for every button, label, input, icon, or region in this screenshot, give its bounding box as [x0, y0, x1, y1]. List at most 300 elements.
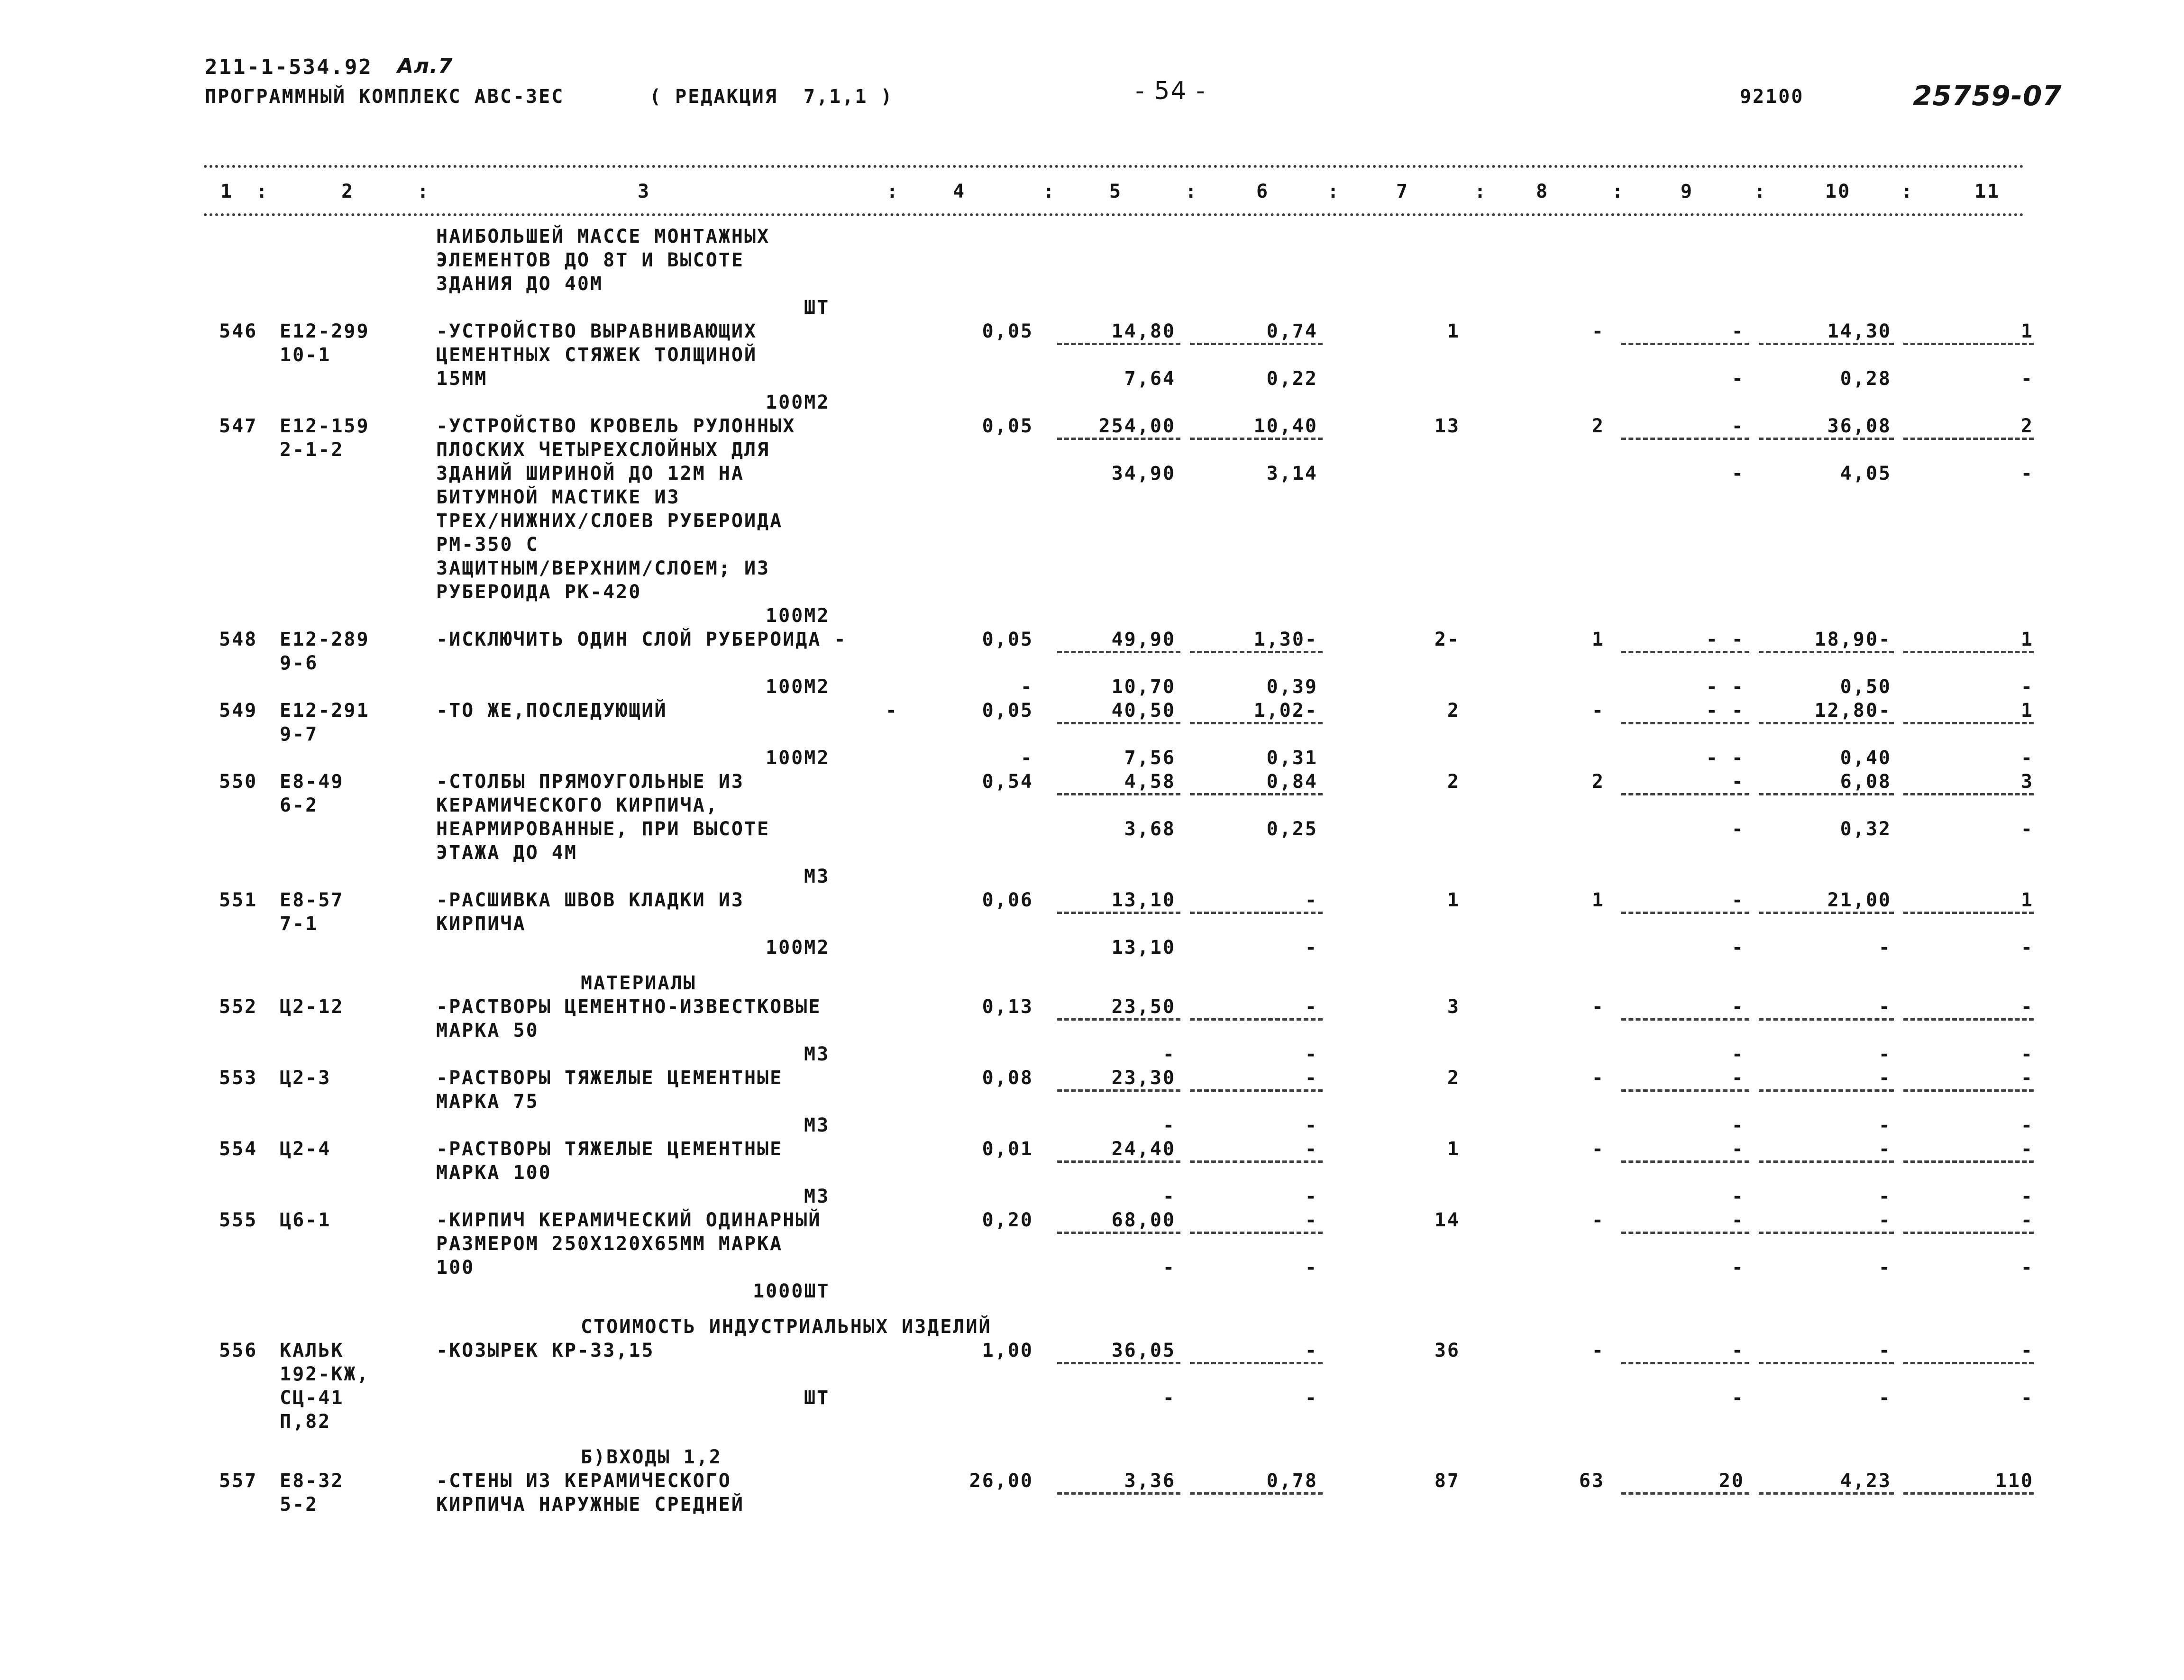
value-c10: 14,30: [1827, 320, 1892, 342]
subtotal-dash: [1759, 1089, 1894, 1092]
price-code: Е8-32: [280, 1470, 344, 1492]
subtotal-dash: [1903, 438, 2034, 440]
work-description: 100: [436, 1257, 475, 1278]
value-c6-lower: -: [1305, 1186, 1318, 1207]
value-c11-lower: -: [2020, 1186, 2034, 1207]
subtotal-dash: [1057, 1492, 1180, 1495]
value-c11-lower: -: [2020, 1043, 2034, 1065]
work-description: КИРПИЧА НАРУЖНЫЕ СРЕДНЕЙ: [436, 1494, 744, 1516]
section-heading: МАТЕРИАЛЫ: [581, 972, 696, 994]
column-separator: :: [1474, 181, 1488, 202]
work-description: ПЛОСКИХ ЧЕТЫРЕХСЛОЙНЫХ ДЛЯ: [436, 439, 770, 461]
unit-of-measure: 100М2: [766, 937, 830, 959]
value-c10: 18,90-: [1814, 629, 1892, 650]
column-header-9: 9: [1681, 181, 1694, 202]
value-c7: 2: [1447, 1067, 1460, 1089]
subtotal-dash: [1621, 793, 1749, 795]
work-description: 15ММ: [436, 368, 488, 390]
value-c4: 0,13: [982, 996, 1033, 1018]
value-c6-lower: -: [1305, 1043, 1318, 1065]
column-separator: :: [1612, 181, 1625, 202]
column-separator: :: [886, 181, 900, 202]
work-description: ЗДАНИЙ ШИРИНОЙ ДО 12М НА: [436, 463, 744, 484]
value-c6: 0,74: [1266, 320, 1318, 342]
value-c5-lower: 3,68: [1124, 818, 1176, 840]
value-c5-lower: 7,64: [1124, 368, 1176, 390]
work-description: ЭТАЖА ДО 4М: [436, 842, 577, 864]
value-c9-lower: - -: [1706, 676, 1745, 698]
subtotal-dash: [1759, 1018, 1894, 1021]
subtotal-dash: [1190, 1232, 1323, 1234]
value-c11: -: [2020, 1138, 2034, 1160]
value-c10: 6,08: [1840, 771, 1892, 793]
value-c5-lower: -: [1162, 1387, 1176, 1409]
work-description: -СТОЛБЫ ПРЯМОУГОЛЬНЫЕ ИЗ: [436, 771, 744, 793]
header-rule-top: [204, 165, 2024, 168]
item-number: 553: [219, 1067, 258, 1089]
work-description: БИТУМНОЙ МАСТИКЕ ИЗ: [436, 486, 680, 508]
subtotal-dash: [1190, 438, 1323, 440]
value-c6-lower: -: [1305, 1257, 1318, 1278]
value-c5: 24,40: [1111, 1138, 1176, 1160]
work-description: -РАСШИВКА ШВОВ КЛАДКИ ИЗ: [436, 889, 744, 911]
value-c4: 0,05: [982, 415, 1033, 437]
value-c9: -: [1731, 320, 1745, 342]
value-c11: 3: [2020, 771, 2034, 793]
value-c10-lower: 0,32: [1840, 818, 1892, 840]
value-c5: 36,05: [1111, 1340, 1176, 1361]
work-description: ЦЕМЕНТНЫХ СТЯЖЕК ТОЛЩИНОЙ: [436, 344, 758, 366]
value-c10: -: [1878, 996, 1892, 1018]
price-code: 10-1: [280, 344, 331, 366]
value-c6: -: [1305, 1138, 1318, 1160]
price-code: 9-7: [280, 723, 319, 745]
value-c10-lower: -: [1878, 937, 1892, 959]
column-separator: :: [417, 181, 430, 202]
work-description: МАРКА 50: [436, 1020, 539, 1041]
value-c5: 68,00: [1111, 1209, 1176, 1231]
value-c6-lower: 0,31: [1266, 747, 1318, 769]
value-c11-lower: -: [2020, 676, 2034, 698]
value-c10-lower: 4,05: [1840, 463, 1892, 484]
item-number: 549: [219, 700, 258, 721]
program-edition: ( РЕДАКЦИЯ 7,1,1 ): [649, 86, 894, 108]
value-c5-lower: 10,70: [1111, 676, 1176, 698]
work-description: МАРКА 75: [436, 1091, 539, 1113]
value-c6-lower: 3,14: [1266, 463, 1318, 484]
subtotal-dash: [1190, 1018, 1323, 1021]
subtotal-dash: [1057, 651, 1180, 653]
subtotal-dash: [1057, 1362, 1180, 1364]
work-description: КЕРАМИЧЕСКОГО КИРПИЧА,: [436, 794, 719, 816]
value-c6: 0,78: [1266, 1470, 1318, 1492]
value-c11-lower: -: [2020, 463, 2034, 484]
subtotal-dash: [1621, 1232, 1749, 1234]
work-description: КИРПИЧА: [436, 913, 526, 935]
value-c5: 14,80: [1111, 320, 1176, 342]
price-code: Е12-159: [280, 415, 370, 437]
value-c5: 23,50: [1111, 996, 1176, 1018]
section-heading: Б)ВХОДЫ 1,2: [581, 1446, 722, 1468]
column-separator: :: [256, 181, 269, 202]
value-c4: 0,06: [982, 889, 1033, 911]
value-c8: -: [1591, 1340, 1605, 1361]
value-c10-lower: -: [1878, 1186, 1892, 1207]
subtotal-dash: [1190, 1160, 1323, 1163]
subtotal-dash: [1903, 1492, 2034, 1495]
value-c9-lower: - -: [1706, 747, 1745, 769]
value-c7: 1: [1447, 320, 1460, 342]
value-c8: -: [1591, 1067, 1605, 1089]
unit-of-measure: М3: [804, 1186, 830, 1207]
price-code: СЦ-41: [280, 1387, 344, 1409]
value-c8: -: [1591, 996, 1605, 1018]
value-c11: 110: [1995, 1470, 2034, 1492]
value-c11: 1: [2020, 629, 2034, 650]
value-c9: -: [1731, 889, 1745, 911]
value-c10: -: [1878, 1138, 1892, 1160]
subtotal-dash: [1759, 1232, 1894, 1234]
work-description: РУБЕРОИДА РК-420: [436, 581, 642, 603]
value-c5: 13,10: [1111, 889, 1176, 911]
work-description: -УСТРОЙСТВО ВЫРАВНИВАЮЩИХ: [436, 320, 758, 342]
price-code: 6-2: [280, 794, 319, 816]
subtotal-dash: [1057, 343, 1180, 345]
subtotal-dash: [1621, 1160, 1749, 1163]
value-c6-lower: 0,22: [1266, 368, 1318, 390]
subtotal-dash: [1759, 722, 1894, 724]
subtotal-dash: [1759, 1492, 1894, 1495]
unit-of-measure: ШТ: [804, 297, 830, 319]
value-c7: 2: [1447, 700, 1460, 721]
value-c4: 0,54: [982, 771, 1033, 793]
subtotal-dash: [1759, 651, 1894, 653]
subtotal-dash: [1621, 1089, 1749, 1092]
value-c9-lower: -: [1731, 1186, 1745, 1207]
price-code: КАЛЬК: [280, 1340, 344, 1361]
value-c6: 1,02-: [1253, 700, 1318, 721]
price-code: Е12-291: [280, 700, 370, 721]
value-c10-lower: 0,50: [1840, 676, 1892, 698]
subtotal-dash: [1190, 343, 1323, 345]
column-header-7: 7: [1396, 181, 1409, 202]
item-number: 551: [219, 889, 258, 911]
value-c6: -: [1305, 1340, 1318, 1361]
value-c11-lower: -: [2020, 1387, 2034, 1409]
item-number: 557: [219, 1470, 258, 1492]
work-description: НАИБОЛЬШЕЙ МАССЕ МОНТАЖНЫХ: [436, 226, 770, 247]
value-c8: 2: [1591, 415, 1605, 437]
unit-of-measure: М3: [804, 1043, 830, 1065]
value-c6: -: [1305, 1067, 1318, 1089]
work-description: ЭЛЕМЕНТОВ ДО 8Т И ВЫСОТЕ: [436, 249, 744, 271]
work-description: -РАСТВОРЫ ТЯЖЕЛЫЕ ЦЕМЕНТНЫЕ: [436, 1067, 783, 1089]
work-description: -КИРПИЧ КЕРАМИЧЕСКИЙ ОДИНАРНЫЙ: [436, 1209, 822, 1231]
value-c6-lower: 0,25: [1266, 818, 1318, 840]
column-header-11: 11: [1974, 181, 2001, 202]
item-number: 556: [219, 1340, 258, 1361]
value-c6: 10,40: [1253, 415, 1318, 437]
work-description: ТРЕХ/НИЖНИХ/СЛОЕВ РУБЕРОИДА: [436, 510, 783, 532]
work-description: ЗДАНИЯ ДО 40М: [436, 273, 603, 295]
value-c5-lower: -: [1162, 1186, 1176, 1207]
subtotal-dash: [1621, 651, 1749, 653]
price-code: 192-КЖ,: [280, 1363, 370, 1385]
section-heading: СТОИМОСТЬ ИНДУСТРИАЛЬНЫХ ИЗДЕЛИЙ: [581, 1316, 992, 1338]
item-number: 550: [219, 771, 258, 793]
value-c8: 1: [1591, 629, 1605, 650]
item-number: 552: [219, 996, 258, 1018]
work-description: РМ-350 С: [436, 534, 539, 556]
work-description: -СТЕНЫ ИЗ КЕРАМИЧЕСКОГО: [436, 1470, 731, 1492]
value-c6-lower: 0,39: [1266, 676, 1318, 698]
value-c10-lower: 0,40: [1840, 747, 1892, 769]
column-separator: :: [1043, 181, 1056, 202]
page-number: - 54 -: [1135, 77, 1206, 105]
work-description: МАРКА 100: [436, 1162, 552, 1184]
subtotal-dash: [1057, 1018, 1180, 1021]
subtotal-dash: [1621, 912, 1749, 914]
subtotal-dash: [1190, 912, 1323, 914]
price-code: Е8-57: [280, 889, 344, 911]
value-c9: - -: [1706, 629, 1745, 650]
value-c5-lower: 13,10: [1111, 937, 1176, 959]
value-c4: 0,20: [982, 1209, 1033, 1231]
value-c7: 13: [1434, 415, 1460, 437]
value-c6: -: [1305, 996, 1318, 1018]
value-c9-lower: -: [1731, 1114, 1745, 1136]
column-separator: :: [1327, 181, 1341, 202]
subtotal-dash: [1057, 912, 1180, 914]
value-c7: 14: [1434, 1209, 1460, 1231]
value-c11-lower: -: [2020, 1114, 2034, 1136]
value-c9-lower: -: [1731, 463, 1745, 484]
value-c10: 21,00: [1827, 889, 1892, 911]
value-c9: -: [1731, 1340, 1745, 1361]
column-separator: :: [1901, 181, 1914, 202]
subtotal-dash: [1903, 1089, 2034, 1092]
price-code: Е12-289: [280, 629, 370, 650]
value-c8: -: [1591, 320, 1605, 342]
value-c5: 49,90: [1111, 629, 1176, 650]
work-description: -РАСТВОРЫ ЦЕМЕНТНО-ИЗВЕСТКОВЫЕ: [436, 996, 822, 1018]
subtotal-dash: [1057, 793, 1180, 795]
subtotal-dash: [1903, 343, 2034, 345]
value-c5-lower: 34,90: [1111, 463, 1176, 484]
column-header-3: 3: [638, 181, 651, 202]
value-c9-lower: -: [1731, 368, 1745, 390]
value-c7: 2: [1447, 771, 1460, 793]
value-c11: 1: [2020, 889, 2034, 911]
value-c6: -: [1305, 889, 1318, 911]
item-number: 547: [219, 415, 258, 437]
value-c7: 3: [1447, 996, 1460, 1018]
value-c10: 36,08: [1827, 415, 1892, 437]
column-separator: :: [1754, 181, 1767, 202]
value-c6: 0,84: [1266, 771, 1318, 793]
subtotal-dash: [1057, 1160, 1180, 1163]
value-c9: -: [1731, 1067, 1745, 1089]
subtotal-dash: [1621, 1492, 1749, 1495]
value-c9-lower: -: [1731, 1257, 1745, 1278]
price-code: 2-1-2: [280, 439, 344, 461]
value-c9: -: [1731, 996, 1745, 1018]
value-c11: -: [2020, 996, 2034, 1018]
value-c11: -: [2020, 1067, 2034, 1089]
work-description: НЕАРМИРОВАННЫЕ, ПРИ ВЫСОТЕ: [436, 818, 770, 840]
value-c11: 1: [2020, 700, 2034, 721]
subtotal-dash: [1759, 1160, 1894, 1163]
subtotal-dash: [1903, 1232, 2034, 1234]
subtotal-dash: [1190, 1492, 1323, 1495]
sheet-label: Ал.7: [397, 54, 453, 78]
item-number: 555: [219, 1209, 258, 1231]
value-c4: 0,08: [982, 1067, 1033, 1089]
value-c10: 4,23: [1840, 1470, 1892, 1492]
work-description: ЗАЩИТНЫМ/ВЕРХНИМ/СЛОЕМ; ИЗ: [436, 557, 770, 579]
subtotal-dash: [1903, 722, 2034, 724]
column-header-8: 8: [1536, 181, 1549, 202]
value-c9: -: [1731, 1138, 1745, 1160]
value-c5-lower: 7,56: [1124, 747, 1176, 769]
value-c11: -: [2020, 1209, 2034, 1231]
value-c10-lower: 0,28: [1840, 368, 1892, 390]
value-c6-lower: -: [1305, 937, 1318, 959]
document-number: 211-1-534.92: [205, 55, 373, 79]
value-c4: 0,05: [982, 700, 1033, 721]
column-separator: :: [1185, 181, 1198, 202]
subtotal-dash: [1190, 1089, 1323, 1092]
value-c4: 26,00: [969, 1470, 1033, 1492]
value-c6-lower: -: [1305, 1387, 1318, 1409]
value-c10-lower: -: [1878, 1257, 1892, 1278]
value-c8: -: [1591, 1209, 1605, 1231]
value-c9: -: [1731, 415, 1745, 437]
value-c10: 12,80-: [1814, 700, 1892, 721]
value-c11-lower: -: [2020, 937, 2034, 959]
value-c6-lower: -: [1305, 1114, 1318, 1136]
value-c11: 2: [2020, 415, 2034, 437]
header-rule-bottom: [204, 213, 2024, 216]
subtotal-dash: [1190, 722, 1323, 724]
price-code: Ц2-3: [280, 1067, 331, 1089]
value-c4: 1,00: [982, 1340, 1033, 1361]
value-c10: -: [1878, 1340, 1892, 1361]
work-description: РАЗМЕРОМ 250Х120Х65ММ МАРКА: [436, 1233, 783, 1255]
subtotal-dash: [1759, 438, 1894, 440]
work-description: -УСТРОЙСТВО КРОВЕЛЬ РУЛОННЫХ: [436, 415, 796, 437]
value-c5-lower: -: [1162, 1043, 1176, 1065]
work-description: -ТО ЖЕ,ПОСЛЕДУЮЩИЙ -: [436, 700, 898, 721]
price-code: Ц6-1: [280, 1209, 331, 1231]
value-c7: 2-: [1434, 629, 1460, 650]
price-code: 9-6: [280, 652, 319, 674]
work-description: -РАСТВОРЫ ТЯЖЕЛЫЕ ЦЕМЕНТНЫЕ: [436, 1138, 783, 1160]
item-number: 548: [219, 629, 258, 650]
value-c5: 40,50: [1111, 700, 1176, 721]
subtotal-dash: [1621, 343, 1749, 345]
value-c5: 254,00: [1098, 415, 1176, 437]
subtotal-dash: [1903, 1362, 2034, 1364]
subtotal-dash: [1759, 1362, 1894, 1364]
subtotal-dash: [1190, 651, 1323, 653]
unit-of-measure: 100М2: [766, 676, 830, 698]
column-header-10: 10: [1825, 181, 1851, 202]
value-c10: -: [1878, 1067, 1892, 1089]
value-c4: 0,05: [982, 320, 1033, 342]
subtotal-dash: [1621, 438, 1749, 440]
value-c11-lower: -: [2020, 818, 2034, 840]
value-c4-lower: -: [1020, 747, 1033, 769]
subtotal-dash: [1621, 722, 1749, 724]
subtotal-dash: [1903, 651, 2034, 653]
price-code: Е8-49: [280, 771, 344, 793]
value-c7: 36: [1434, 1340, 1460, 1361]
value-c5: 23,30: [1111, 1067, 1176, 1089]
unit-of-measure: 100М2: [766, 392, 830, 413]
value-c9-lower: -: [1731, 818, 1745, 840]
value-c8: 2: [1591, 771, 1605, 793]
subtotal-dash: [1759, 793, 1894, 795]
subtotal-dash: [1759, 912, 1894, 914]
subtotal-dash: [1057, 1089, 1180, 1092]
value-c11-lower: -: [2020, 747, 2034, 769]
value-c8: -: [1591, 1138, 1605, 1160]
value-c11-lower: -: [2020, 368, 2034, 390]
value-c9: 20: [1718, 1470, 1745, 1492]
unit-of-measure: 100М2: [766, 747, 830, 769]
value-c5-lower: -: [1162, 1114, 1176, 1136]
unit-of-measure: 1000ШТ: [753, 1280, 830, 1302]
subtotal-dash: [1903, 1018, 2034, 1021]
price-code: 7-1: [280, 913, 319, 935]
unit-of-measure: М3: [804, 866, 830, 887]
value-c9-lower: -: [1731, 1043, 1745, 1065]
column-header-5: 5: [1109, 181, 1123, 202]
value-c7: 1: [1447, 889, 1460, 911]
price-code: П,82: [280, 1411, 331, 1433]
value-c4: 0,01: [982, 1138, 1033, 1160]
value-c4-lower: -: [1020, 676, 1033, 698]
unit-of-measure: ШТ: [804, 1387, 830, 1409]
price-code: Е12-299: [280, 320, 370, 342]
subtotal-dash: [1057, 1232, 1180, 1234]
column-header-4: 4: [953, 181, 966, 202]
value-c5-lower: -: [1162, 1257, 1176, 1278]
subtotal-dash: [1190, 793, 1323, 795]
value-c10-lower: -: [1878, 1114, 1892, 1136]
value-c9-lower: -: [1731, 1387, 1745, 1409]
value-c7: 1: [1447, 1138, 1460, 1160]
inventory-number: 25759-07: [1913, 80, 2062, 112]
price-code: Ц2-12: [280, 996, 344, 1018]
object-code: 92100: [1740, 86, 1804, 108]
value-c9: - -: [1706, 700, 1745, 721]
price-code: 5-2: [280, 1494, 319, 1516]
value-c10: -: [1878, 1209, 1892, 1231]
value-c10-lower: -: [1878, 1043, 1892, 1065]
item-number: 554: [219, 1138, 258, 1160]
value-c5: 3,36: [1124, 1470, 1176, 1492]
program-name: ПРОГРАММНЫЙ КОМПЛЕКС АВС-3ЕС: [205, 86, 565, 108]
value-c8: 1: [1591, 889, 1605, 911]
subtotal-dash: [1190, 1362, 1323, 1364]
value-c6: -: [1305, 1209, 1318, 1231]
subtotal-dash: [1057, 438, 1180, 440]
price-code: Ц2-4: [280, 1138, 331, 1160]
unit-of-measure: М3: [804, 1114, 830, 1136]
value-c9: -: [1731, 1209, 1745, 1231]
